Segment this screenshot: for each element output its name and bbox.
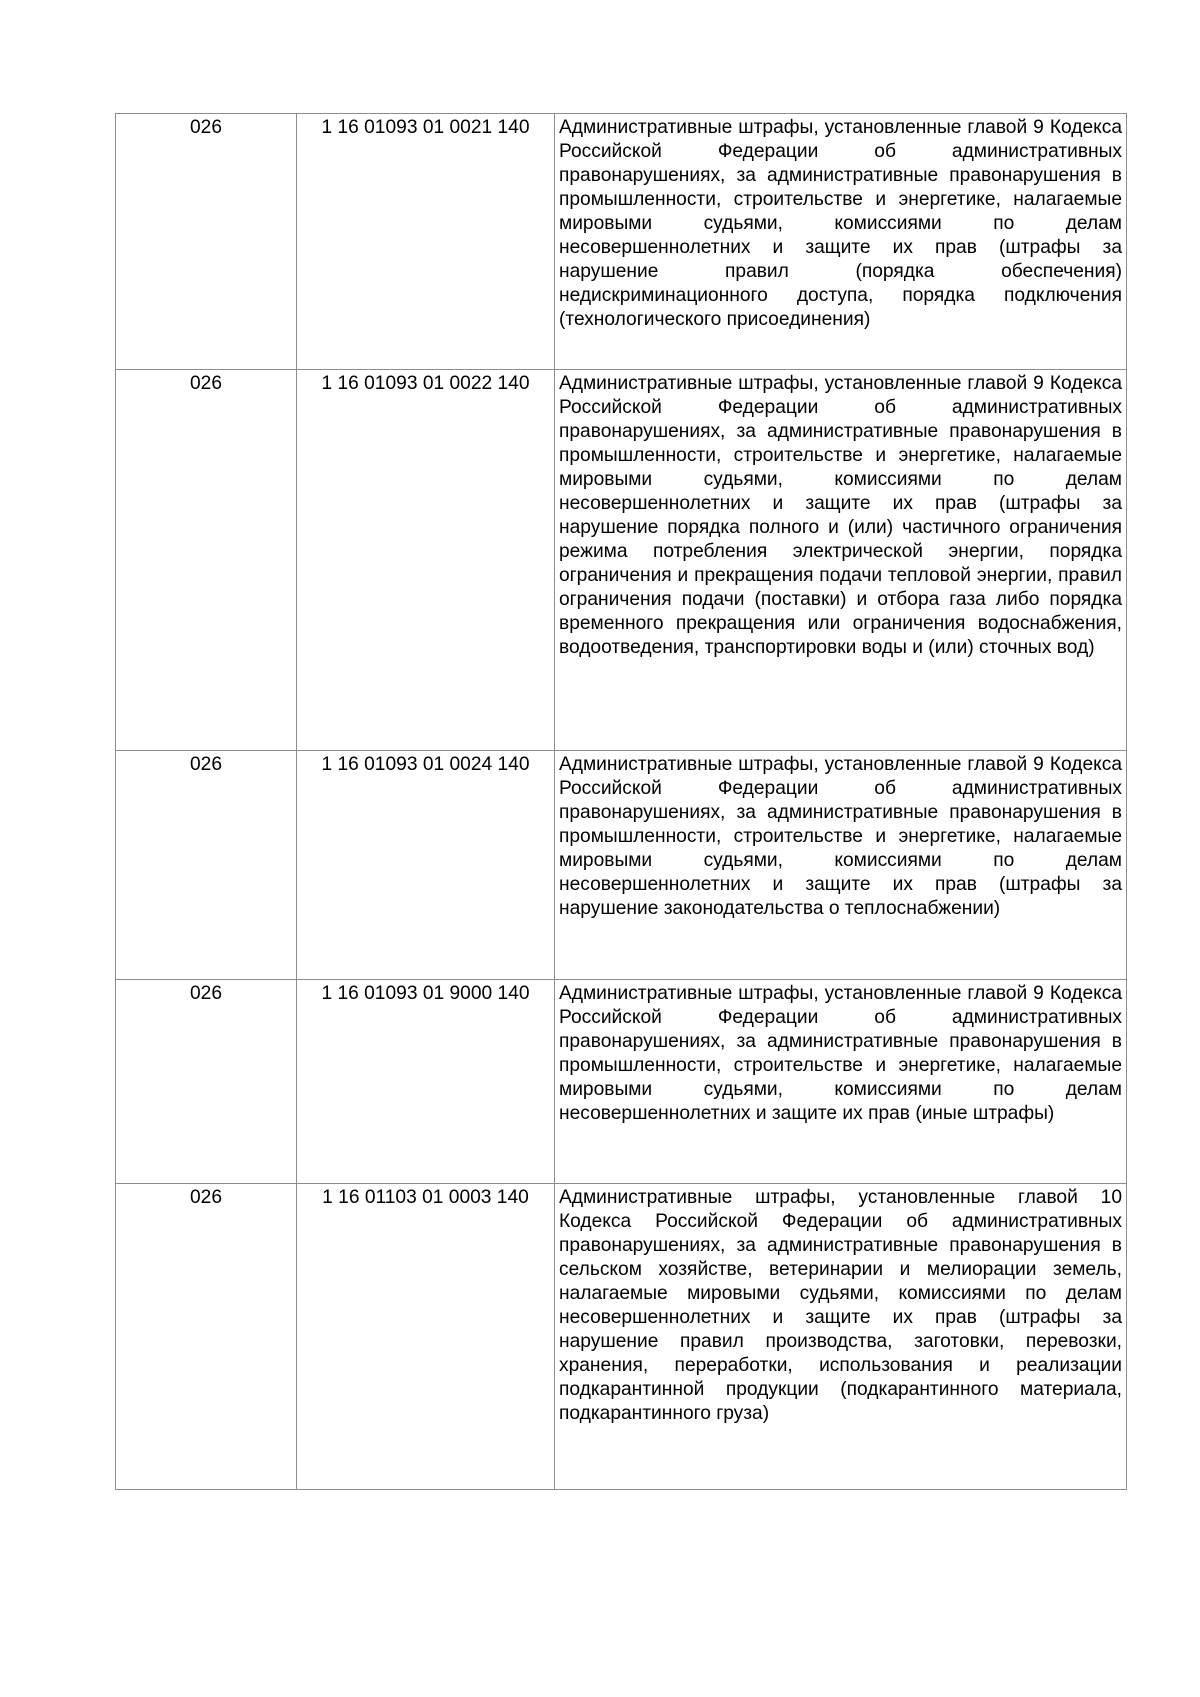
table-row — [116, 751, 1127, 980]
admin-code-cell: 026 — [116, 114, 297, 370]
revenue-name-cell: Административные штрафы, установленные главой 9 Кодекса Российской Федерации об административных правонарушениях, за административные правонарушения в промышленности, строительстве и энергетике, налагаемые мировыми судьями, комиссиями по делам несовершеннолетних и защите их прав (иные штрафы) — [555, 980, 1127, 1184]
revenue-name-cell: Административные штрафы, установленные главой 9 Кодекса Российской Федерации об административных правонарушениях, за административные правонарушения в промышленности, строительстве и энергетике, налагаемые мировыми судьями, комиссиями по делам несовершеннолетних и защите их прав (штрафы за нарушение порядка полного и (или) частичного ограничения режима потребления электрической энергии, порядка ограничения и прекращения подачи тепловой энергии, правил ограничения подачи (поставки) и отбора газа либо порядка временного прекращения или ограничения водоснабжения, водоотведения, транспортировки воды и (или) сточных вод) — [555, 370, 1127, 751]
admin-code-cell: 026 — [116, 1184, 297, 1490]
table-row — [116, 1184, 1127, 1490]
table-row — [116, 114, 1127, 370]
kbk-code-cell: 1 16 01093 01 9000 140 — [297, 980, 555, 1184]
kbk-code-cell: 1 16 01093 01 0022 140 — [297, 370, 555, 751]
admin-code-cell: 026 — [116, 370, 297, 751]
kbk-code-cell: 1 16 01093 01 0024 140 — [297, 751, 555, 980]
admin-code-cell: 026 — [116, 751, 297, 980]
admin-code-cell: 026 — [116, 980, 297, 1184]
budget-codes-table — [115, 113, 1127, 1490]
table-row — [116, 980, 1127, 1184]
revenue-name-cell: Административные штрафы, установленные главой 9 Кодекса Российской Федерации об административных правонарушениях, за административные правонарушения в промышленности, строительстве и энергетике, налагаемые мировыми судьями, комиссиями по делам несовершеннолетних и защите их прав (штрафы за нарушение законодательства о теплоснабжении) — [555, 751, 1127, 980]
table-row — [116, 370, 1127, 751]
revenue-name-cell: Административные штрафы, установленные главой 10 Кодекса Российской Федерации об административных правонарушениях, за административные правонарушения в сельском хозяйстве, ветеринарии и мелиорации земель, налагаемые мировыми судьями, комиссиями по делам несовершеннолетних и защите их прав (штрафы за нарушение правил производства, заготовки, перевозки, хранения, переработки, использования и реализации подкарантинной продукции (подкарантинного материала, подкарантинного груза) — [555, 1184, 1127, 1490]
kbk-code-cell: 1 16 01103 01 0003 140 — [297, 1184, 555, 1490]
revenue-name-cell: Административные штрафы, установленные главой 9 Кодекса Российской Федерации об административных правонарушениях, за административные правонарушения в промышленности, строительстве и энергетике, налагаемые мировыми судьями, комиссиями по делам несовершеннолетних и защите их прав (штрафы за нарушение правил (порядка обеспечения) недискриминационного доступа, порядка подключения (технологического присоединения) — [555, 114, 1127, 370]
kbk-code-cell: 1 16 01093 01 0021 140 — [297, 114, 555, 370]
